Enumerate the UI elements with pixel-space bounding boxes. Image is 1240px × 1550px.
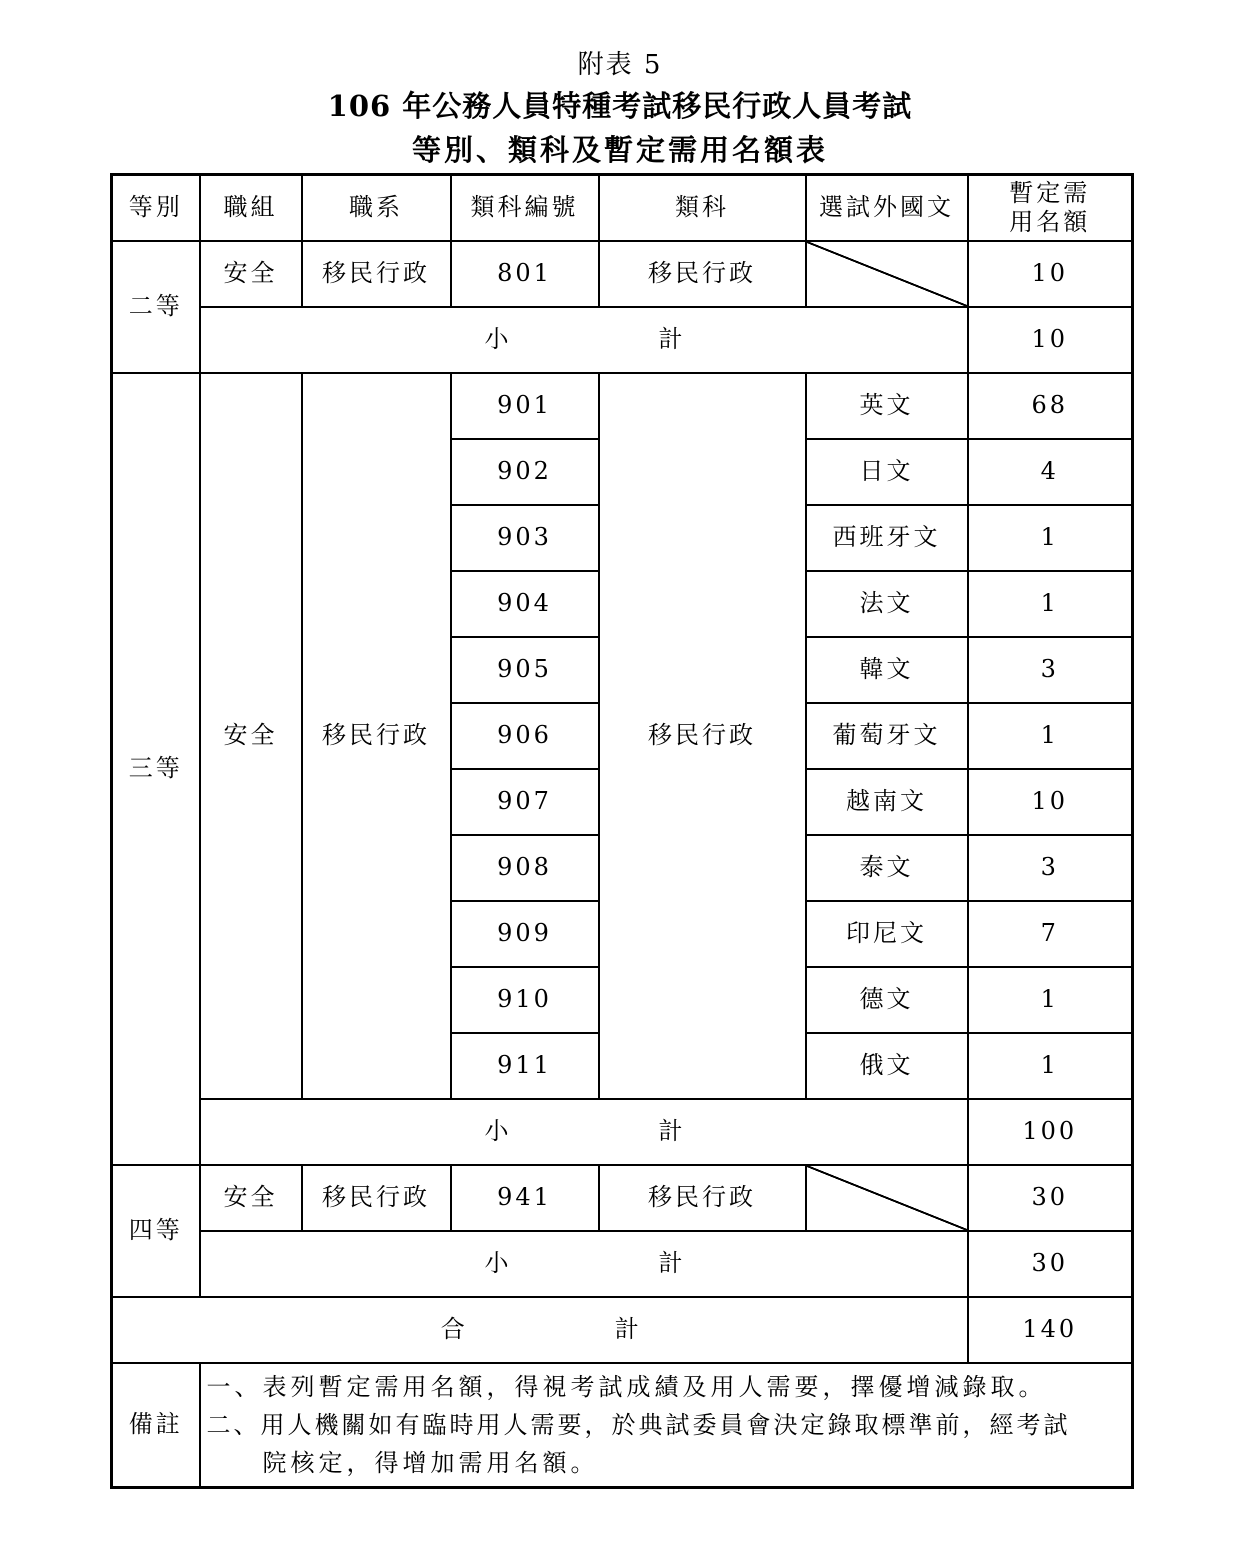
document-subtitle: 等別、類科及暫定需用名額表 (411, 133, 828, 167)
code-cell: 901 (451, 373, 599, 439)
grade-cell: 四等 (112, 1165, 200, 1297)
quota-table (110, 173, 1134, 1489)
language-cell: 葡萄牙文 (806, 703, 968, 769)
quota-cell: 1 (968, 703, 1133, 769)
code-cell: 908 (451, 835, 599, 901)
subject-cell: 移民行政 (599, 241, 806, 307)
code-cell: 905 (451, 637, 599, 703)
code-cell: 902 (451, 439, 599, 505)
language-cell: 德文 (806, 967, 968, 1033)
attachment-label: 附表 5 (577, 50, 663, 80)
quota-cell: 10 (968, 769, 1133, 835)
language-cell: 印尼文 (806, 901, 968, 967)
total-label: 合計 (112, 1297, 968, 1363)
subtotal-value: 100 (968, 1099, 1133, 1165)
subtotal-label: 小計 (200, 307, 968, 373)
language-cell-empty (806, 1165, 968, 1231)
quota-cell: 30 (968, 1165, 1133, 1231)
code-cell: 801 (451, 241, 599, 307)
series-cell: 移民行政 (302, 241, 451, 307)
header-cell-code: 類科編號 (451, 175, 599, 241)
series-cell: 移民行政 (302, 1165, 451, 1231)
subtotal-value: 10 (968, 307, 1133, 373)
document-title: 106 年公務人員特種考試移民行政人員考試 (327, 89, 913, 123)
language-cell-empty (806, 241, 968, 307)
quota-cell: 68 (968, 373, 1133, 439)
quota-cell: 10 (968, 241, 1133, 307)
group-cell: 安全 (200, 241, 302, 307)
note-line-2: 二、用人機關如有臨時用人需要，於典試委員會決定錄取標準前，經考試 (206, 1410, 1071, 1439)
language-cell: 西班牙文 (806, 505, 968, 571)
header-cell-quota: 暫定需用名額 (968, 175, 1133, 241)
subject-cell: 移民行政 (599, 1165, 806, 1231)
header-cell-series: 職系 (302, 175, 451, 241)
code-cell: 910 (451, 967, 599, 1033)
notes-row (112, 1363, 1133, 1488)
quota-cell: 3 (968, 835, 1133, 901)
table-row (112, 373, 1133, 439)
header-cell-language: 選試外國文 (806, 175, 968, 241)
header-cell-subject: 類科 (599, 175, 806, 241)
table-row (112, 241, 1133, 307)
language-cell: 泰文 (806, 835, 968, 901)
grade-cell: 三等 (112, 373, 200, 1165)
note-line-1: 一、表列暫定需用名額，得視考試成績及用人需要，擇優增減錄取。 (206, 1372, 1047, 1401)
subtotal-row (112, 1231, 1133, 1297)
code-cell: 911 (451, 1033, 599, 1099)
series-cell: 移民行政 (302, 373, 451, 1099)
quota-cell: 1 (968, 967, 1133, 1033)
code-cell: 904 (451, 571, 599, 637)
table-row (112, 1165, 1133, 1231)
language-cell: 越南文 (806, 769, 968, 835)
language-cell: 法文 (806, 571, 968, 637)
subtotal-label: 小計 (200, 1099, 968, 1165)
code-cell: 903 (451, 505, 599, 571)
total-row (112, 1297, 1133, 1363)
language-cell: 俄文 (806, 1033, 968, 1099)
code-cell: 906 (451, 703, 599, 769)
header-cell-group: 職組 (200, 175, 302, 241)
subtotal-value: 30 (968, 1231, 1133, 1297)
subject-cell: 移民行政 (599, 373, 806, 1099)
code-cell: 909 (451, 901, 599, 967)
table-header-row (112, 175, 1133, 241)
subtotal-row (112, 1099, 1133, 1165)
quota-cell: 4 (968, 439, 1133, 505)
language-cell: 英文 (806, 373, 968, 439)
subtotal-label: 小計 (200, 1231, 968, 1297)
language-cell: 韓文 (806, 637, 968, 703)
total-value: 140 (968, 1297, 1133, 1363)
note-line-3: 院核定，得增加需用名額。 (262, 1448, 599, 1477)
quota-cell: 1 (968, 505, 1133, 571)
notes-content (200, 1363, 1133, 1488)
subtotal-row (112, 307, 1133, 373)
notes-label: 備註 (112, 1363, 200, 1488)
header-cell-grade: 等別 (112, 175, 200, 241)
grade-cell: 二等 (112, 241, 200, 373)
quota-cell: 1 (968, 1033, 1133, 1099)
quota-cell: 1 (968, 571, 1133, 637)
language-cell: 日文 (806, 439, 968, 505)
group-cell: 安全 (200, 1165, 302, 1231)
quota-cell: 7 (968, 901, 1133, 967)
code-cell: 907 (451, 769, 599, 835)
group-cell: 安全 (200, 373, 302, 1099)
code-cell: 941 (451, 1165, 599, 1231)
quota-cell: 3 (968, 637, 1133, 703)
